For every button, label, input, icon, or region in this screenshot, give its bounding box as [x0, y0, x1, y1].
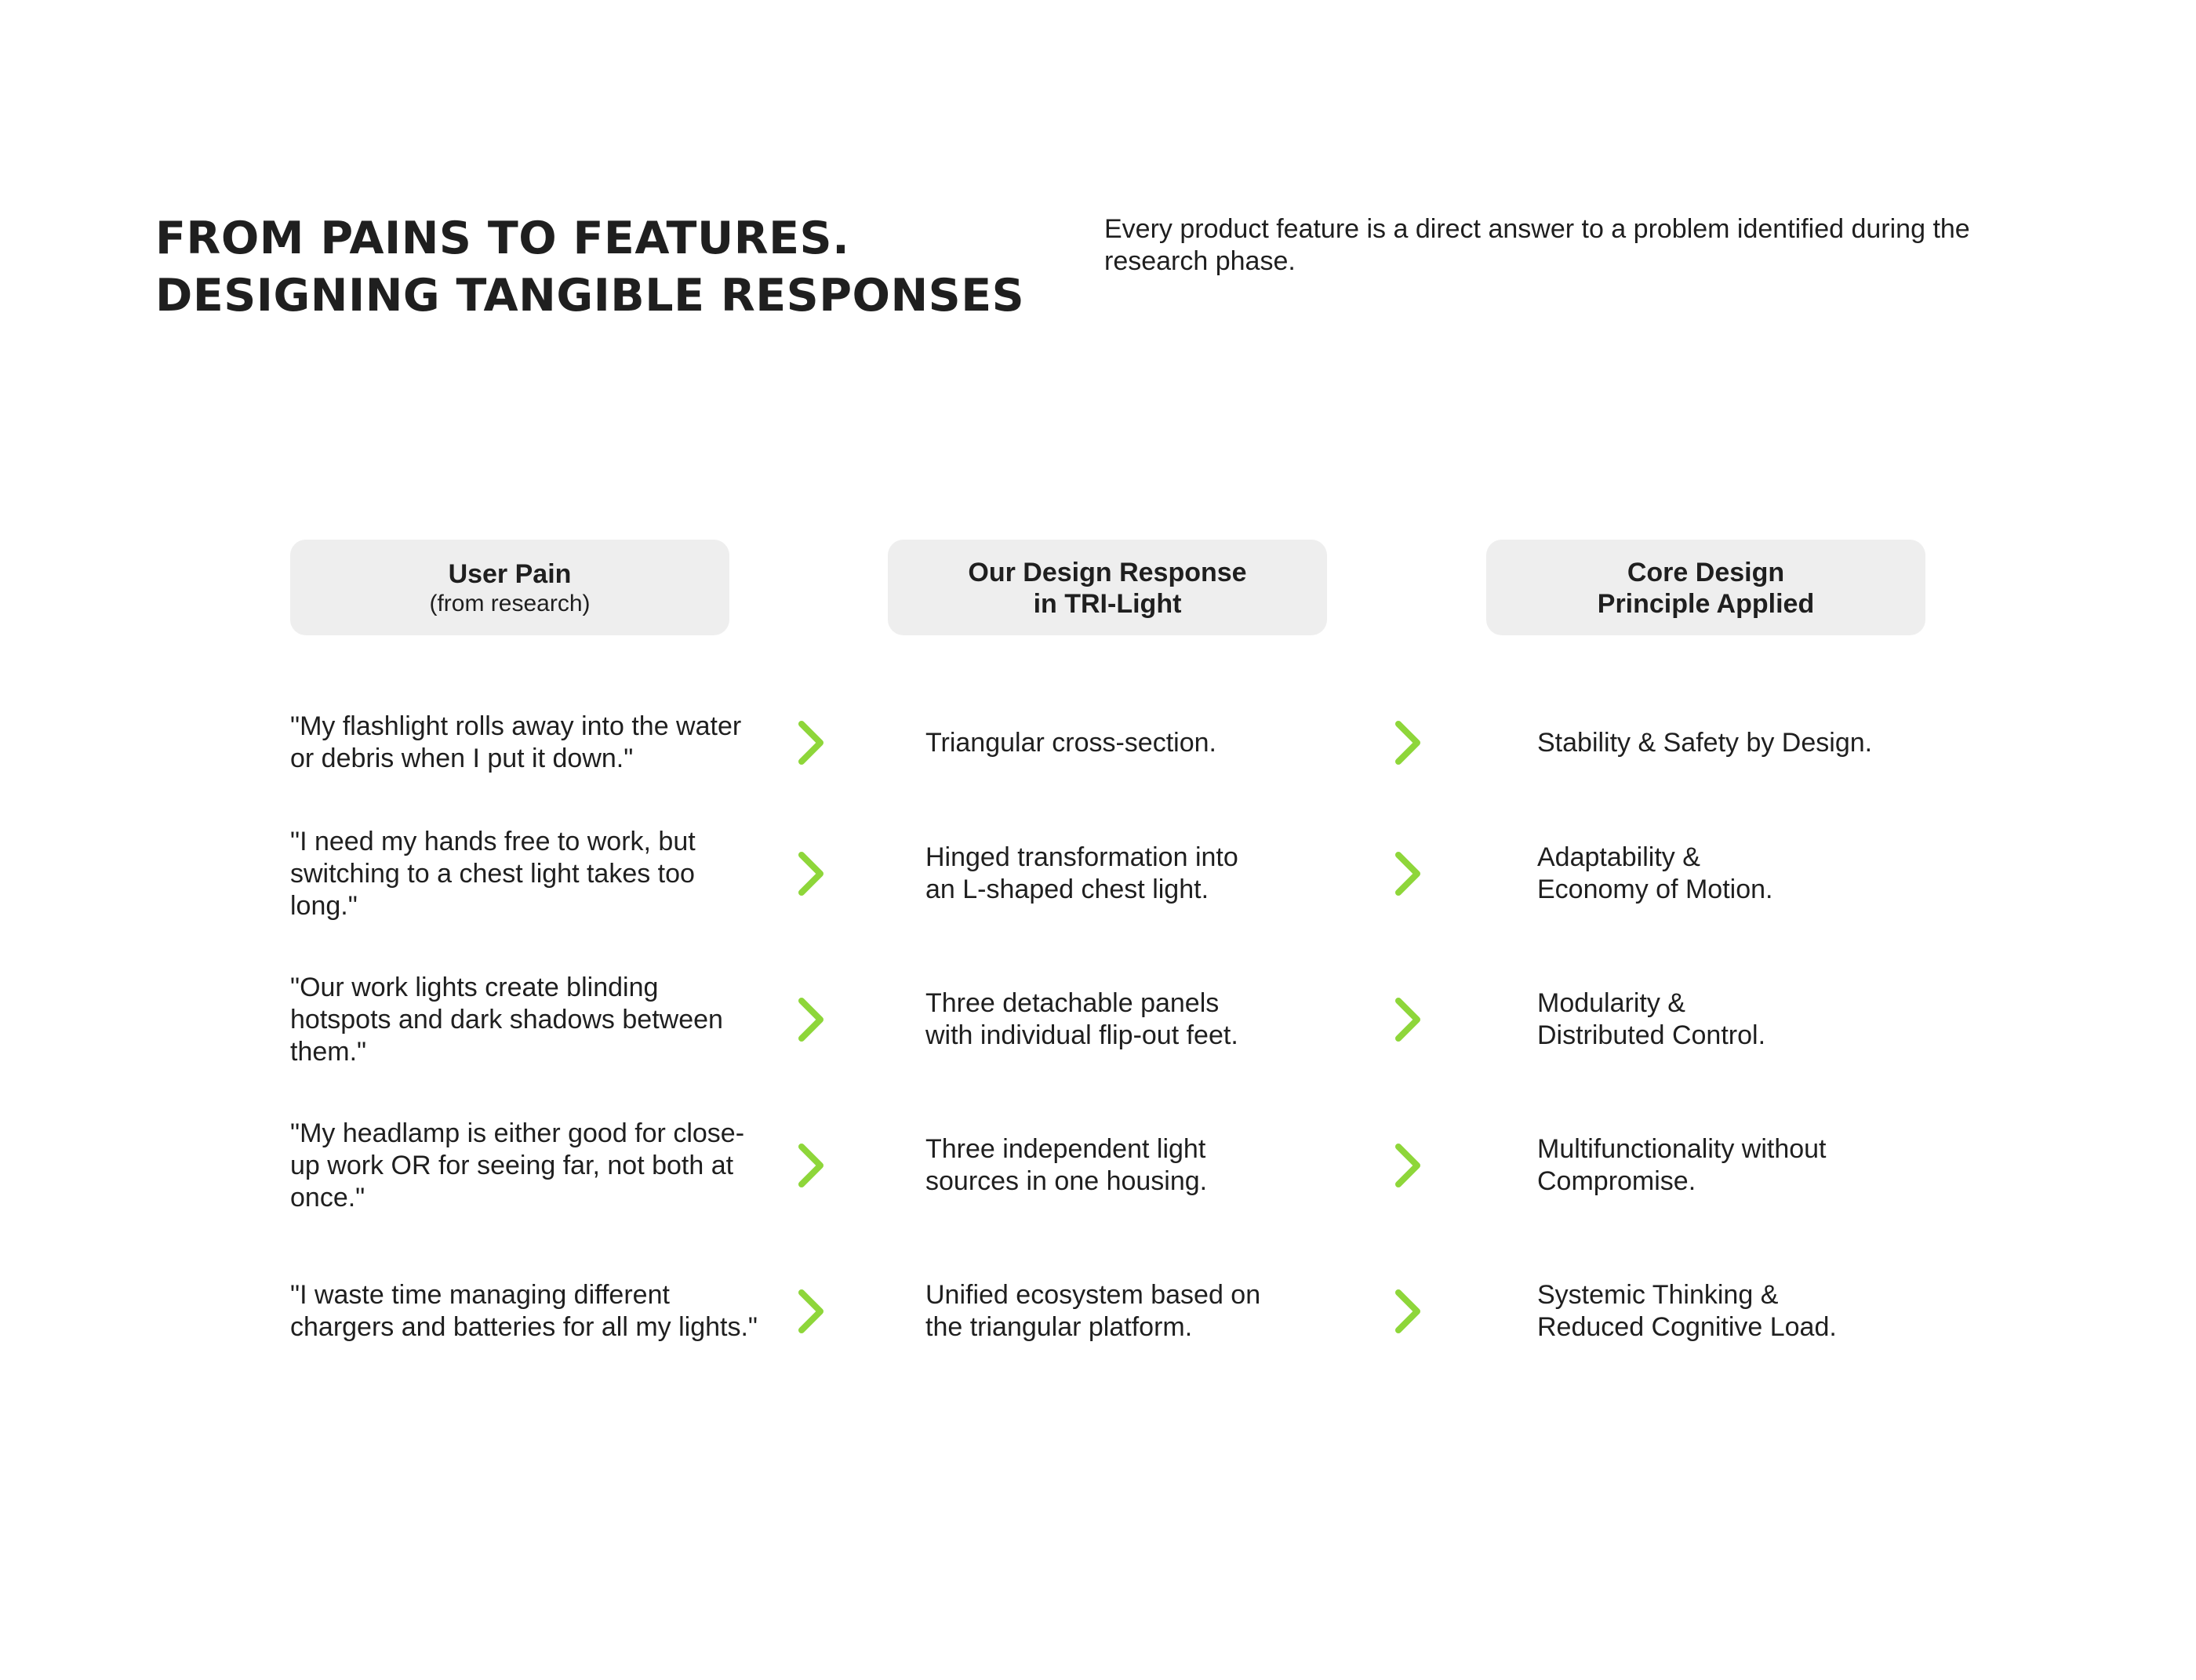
user-pain-text: "Our work lights create blinding hotspots and dark shadows between them."	[290, 972, 723, 1067]
chevron-right-icon	[1391, 718, 1425, 768]
column-header-design-response-line-1: Our Design Response	[968, 558, 1247, 587]
column-header-design-principle-line-2: Principle Applied	[1597, 589, 1815, 619]
chevron-right-icon	[794, 1286, 828, 1336]
design-principle-text: Modularity & Distributed Control.	[1537, 988, 1766, 1050]
page-title-line-2: DESIGNING TANGIBLE RESPONSES	[155, 270, 1025, 322]
user-pain-text: "I need my hands free to work, but switching to a chest light takes too long."	[290, 826, 696, 921]
user-pain-text: "I waste time managing different chargers and batteries for all my lights."	[290, 1280, 758, 1342]
column-header-user-pain-subtitle: (from research)	[429, 591, 591, 616]
table-row	[0, 1107, 2196, 1224]
chevron-right-icon	[1391, 995, 1425, 1045]
design-principle-text: Multifunctionality without Compromise.	[1537, 1134, 1827, 1196]
design-response-text: Three detachable panels with individual flip-out feet.	[925, 988, 1238, 1050]
design-principle-text: Stability & Safety by Design.	[1537, 727, 1873, 758]
design-response-text: Triangular cross-section.	[925, 727, 1216, 758]
design-response-text: Hinged transformation into an L-shaped chest light.	[925, 842, 1238, 904]
page-title-line-1: FROM PAINS TO FEATURES.	[155, 213, 850, 264]
chevron-right-icon	[794, 1140, 828, 1191]
design-principle-text: Adaptability & Economy of Motion.	[1537, 842, 1773, 904]
design-response-text: Unified ecosystem based on the triangular platform.	[925, 1280, 1261, 1342]
user-pain-text: "My flashlight rolls away into the water or debris when I put it down."	[290, 711, 742, 773]
chevron-right-icon	[1391, 1286, 1425, 1336]
table-row	[0, 684, 2196, 802]
column-header-user-pain-title: User Pain	[448, 559, 572, 589]
design-principle-text: Systemic Thinking & Reduced Cognitive Load.	[1537, 1280, 1837, 1342]
chevron-right-icon	[1391, 1140, 1425, 1191]
table-row	[0, 815, 2196, 933]
chevron-right-icon	[794, 849, 828, 899]
column-header-design-response-line-2: in TRI-Light	[1033, 589, 1182, 619]
table-row	[0, 961, 2196, 1078]
table-row	[0, 1253, 2196, 1370]
design-response-text: Three independent light sources in one housing.	[925, 1134, 1208, 1196]
column-header-design-principle-line-1: Core Design	[1627, 558, 1785, 587]
intro-text: Every product feature is a direct answer to a problem identified during the research phase.	[1104, 214, 1970, 276]
user-pain-text: "My headlamp is either good for close-up work OR for seeing far, not both at once."	[290, 1118, 745, 1213]
chevron-right-icon	[794, 995, 828, 1045]
chevron-right-icon	[794, 718, 828, 768]
chevron-right-icon	[1391, 849, 1425, 899]
